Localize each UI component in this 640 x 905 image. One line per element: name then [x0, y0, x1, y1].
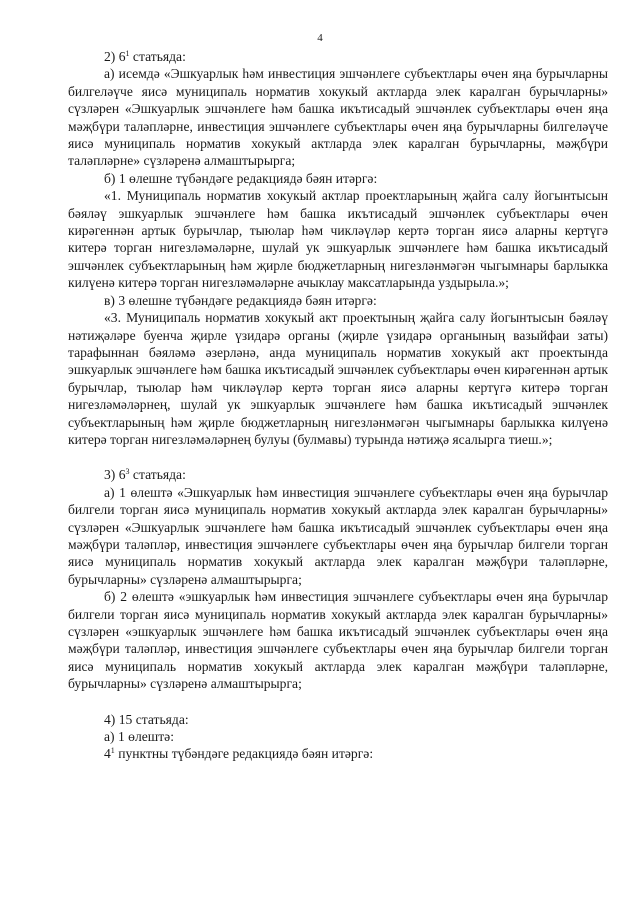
paragraph: а) исемдә «Эшкуарлык һәм инвестиция эшчәнлеге субъектлары өчен яңа бурычларны билгеләүче яисә муниципаль норматив хокукый актларда элек каралган бурычларны» сүзләрен «Эшкуарлык эшчәнлеге һәм башка икътисадый эшчәнлек субъектлары өчен яңа мәҗбүри таләпләрне, инвестиция эшчәнлеге субъектлары өчен яңа бурычларны билгеләүче яисә муниципаль норматив хокукый актларда элек каралган бурычларны, мәҗбүри таләпләрне» сүзләренә алмаштырырга; — [68, 66, 608, 169]
superscript: 1 — [110, 746, 115, 756]
paragraph: $4^1$ пунктны түбәндәге редакциядә бәян итәргә: — [104, 746, 374, 762]
paragraph: в) 3 өлешне түбәндәге редакциядә бәян итәргә: — [104, 292, 377, 308]
superscript: 1 — [125, 49, 130, 58]
quoted-paragraph: «3. Муниципаль норматив хокукый акт проектының җайга салу йогынтысын бәяләү нәтиҗәләре буенча җирле үзидарә органы (җирле үзидарә органының вазыйфаи заты) тарафыннан бәяләмә әзерләнә, анда муниципаль норматив хокукый акт проектында эшкуарлык эшчәнлеге һәм башка икътисадый эшчәнлек субъектлары өчен кирәгеннән артык бурычлар, тыюлар һәм чикләүләр кертә торган яисә аларны кертүгә китерә торган нигезләмәләрнең, шулай ук эшкуарлык эшчәнлеге һәм башка икътисадый эшчәнлек субъектларының һәм җирле бюджетларның нигезләнмәгән чыгымнары барлыкка килүенә китерә торган нигезләмәләрнең булуы (булмавы) турында нәтиҗә ясалырга тиеш.»; — [68, 310, 608, 447]
spacer — [68, 693, 608, 711]
item-heading: 3) $6^3$ статьяда: — [104, 467, 186, 483]
spacer — [68, 448, 608, 466]
paragraph: б) 1 өлешне түбәндәге редакциядә бәян итәргә: — [104, 170, 378, 186]
document-body — [68, 48, 608, 763]
paragraph: а) 1 өлештә: — [104, 729, 174, 745]
superscript: 3 — [125, 467, 130, 477]
item-heading: 2) $6^1$ статьяда: — [104, 49, 186, 64]
item-heading: 4) 15 статьяда: — [104, 711, 189, 727]
page-number: 4 — [317, 32, 323, 44]
paragraph: б) 2 өлештә «эшкуарлык һәм инвестиция эшчәнлеге субъектлары өчен яңа бурычлар билгели торган яисә муниципаль норматив хокукый актларда элек каралган бурычларны» сүзләрен «эшкуарлык эшчәнлеге һәм башка икътисадый эшчәнлек субъектлары өчен яңа мәҗбүри таләпләр, инвестиция эшчәнлеге субъектлары өчен яңа бурычлар билгели торган яисә муниципаль норматив хокукый актларда элек каралган мәҗбүри таләпләрне, бурычларны» сүзләренә алмаштырырга; — [68, 589, 608, 692]
paragraph: а) 1 өлештә «Эшкуарлык һәм инвестиция эшчәнлеге субъектлары өчен яңа бурычлар билгели торган яисә муниципаль норматив хокукый актларда элек каралган бурычларны» сүзләрен «Эшкуарлык эшчәнлеге һәм башка икътисадый эшчәнлек субъектлары өчен яңа мәҗбүри таләпләр, инвестиция эшчәнлеге субъектлары өчен яңа бурычлар билгели торган яисә муниципаль норматив хокукый актларда элек каралган мәҗбүри таләпләрне, бурычларны» сүзләренә алмаштырырга; — [68, 484, 608, 587]
quoted-paragraph: «1. Муниципаль норматив хокукый актлар проектларының җайга салу йогынтысын бәяләү эшкуарлык эшчәнлеге һәм башка икътисадый эшчәнлек субъектлары өчен кирәгеннән артык бурычлар, тыюлар һәм чикләүләр кертә торган яисә аларны кертүгә китерә торган нигезләмәләрне, шулай ук эшкуарлык эшчәнлеге һәм башка икътисадый эшчәнлек субъектларының һәм җирле бюджетларның нигезләнмәгән чыгымнары барлыкка килүенә китерә торган нигезләмәләрне ачыклау максатларында уздырыла.»; — [68, 188, 608, 291]
